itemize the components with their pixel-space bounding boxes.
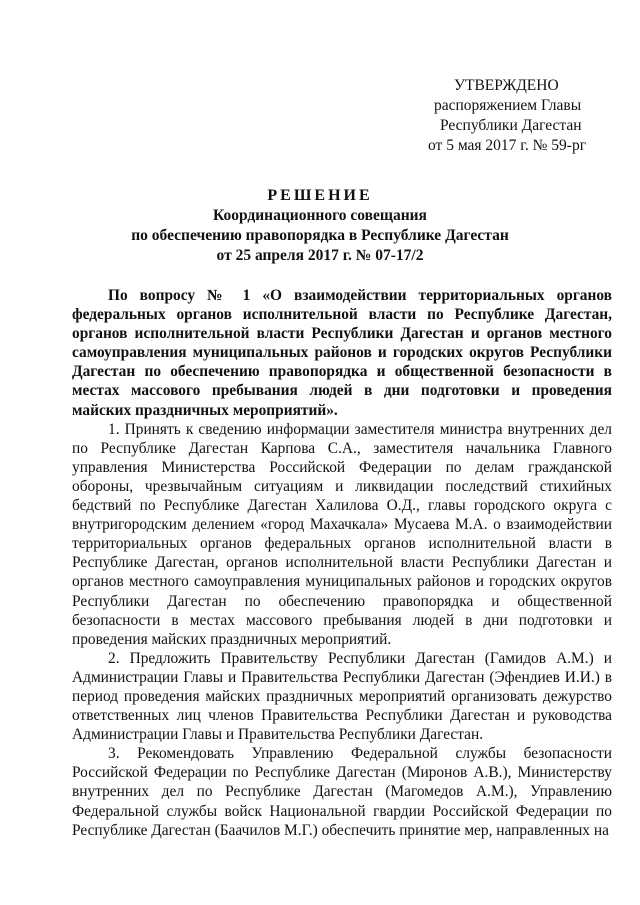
heading-line-1: Координационного совещания: [213, 207, 427, 224]
document-title: РЕШЕНИЕ: [267, 187, 373, 204]
issue-paragraph: По вопросу № 1 «О взаимодействии территориальных органов федеральных органов исполнительной власти по Республике Дагестан, органов исполнительной власти Республики Дагестан и органов местного самоуправления муниципальных районов и городских округов Республики Дагестан по обеспечению правопорядка и общественной безопасности в местах массового пребывания людей в дни подготовки и проведения майских праздничных мероприятий».: [72, 287, 612, 419]
document-body: [72, 286, 612, 840]
approval-line-2: Республики Дагестан: [440, 117, 582, 134]
approval-status: УТВЕРЖДЕНО: [454, 77, 559, 94]
approval-stamp: [418, 76, 623, 156]
document-heading: [60, 186, 580, 266]
heading-line-3: от 25 апреля 2017 г. № 07-17/2: [216, 247, 424, 264]
paragraph-2: 2. Предложить Правительству Республики Дагестан (Гамидов А.М.) и Администрации Главы и Правительства Республики Дагестан (Эфендиев И.И.) в период проведения майских праздничных мероприятий организовать дежурство ответственных лиц членов Правительства Республики Дагестан и руководства Администрации Главы и Правительства Республики Дагестан.: [72, 649, 612, 744]
paragraph-1: 1. Принять к сведению информации заместителя министра внутренних дел по Республике Дагестан Карпова С.А., заместителя начальника Главного управления Министерства Российской Федерации по делам гражданской обороны, чрезвычайным ситуациям и ликвидации последствий стихийных бедствий по Республике Дагестан Халилова О.Д., главы городского округа с внутригородским делением «город Махачкала» Мусаева М.А. о взаимодействии территориальных органов федеральных органов исполнительной власти в Республике Дагестан, органов исполнительной власти Республики Дагестан и органов местного самоуправления муниципальных районов и городских округов Республики Дагестан по обеспечению правопорядка и общественной безопасности в местах массового пребывания людей в дни подготовки и проведения майских праздничных мероприятий.: [72, 420, 612, 648]
approval-line-1: распоряжением Главы: [434, 97, 582, 114]
paragraph-3: 3. Рекомендовать Управлению Федеральной службы безопасности Российской Федерации по Республике Дагестан (Миронов А.В.), Министерству внутренних дел по Республике Дагестан (Магомедов А.М.), Управлению Федеральной службы войск Национальной гвардии Российской Федерации по Республике Дагестан (Баачилов М.Г.) обеспечить принятие мер, направленных на: [72, 745, 612, 839]
approval-line-3: от 5 мая 2017 г. № 59-рг: [428, 137, 587, 154]
heading-line-2: по обеспечению правопорядка в Республике Дагестан: [131, 227, 509, 244]
